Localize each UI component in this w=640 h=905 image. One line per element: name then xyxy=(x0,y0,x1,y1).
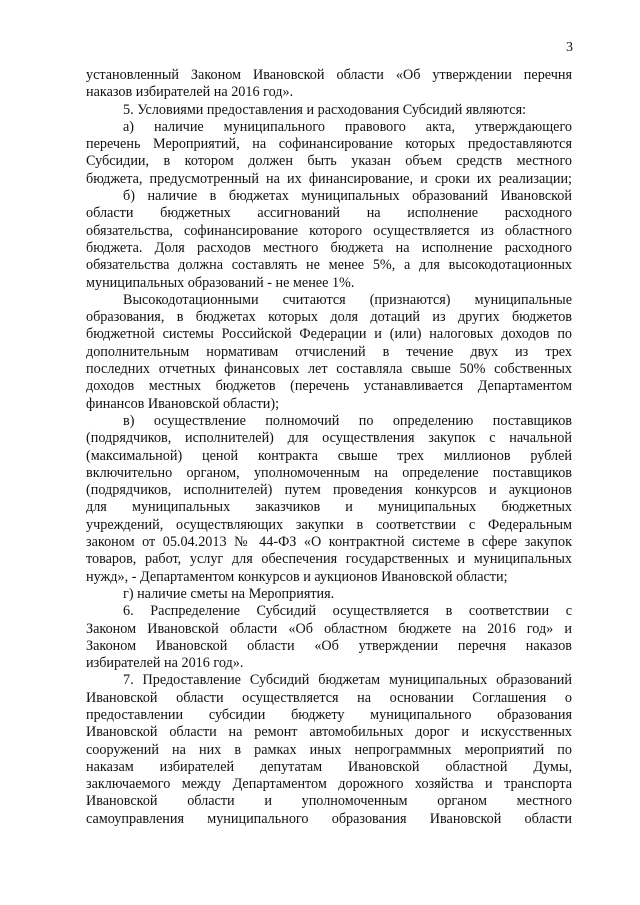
text-line: бюджета, предусмотренный на их финансирование, и сроки их реализации; xyxy=(86,170,572,187)
text-line: доходов местных бюджетов (перечень устанавливается Департаментом xyxy=(86,378,572,395)
text-line: для муниципальных заказчиков и муниципальных бюджетных xyxy=(86,499,572,516)
paragraph-item-5g xyxy=(86,586,572,603)
text-line: включительно органом, уполномоченным на определение поставщиков xyxy=(86,464,572,481)
text-line: установленный Законом Ивановской области «Об утверждении перечня xyxy=(86,67,572,83)
text-line: наказов избирателей на 2016 год». xyxy=(86,84,294,101)
text-line: перечень Мероприятий, на софинансирование которых предоставляются xyxy=(86,136,572,153)
text-line: обязательства, софинансирование которого осуществляется из областного xyxy=(86,222,572,239)
text-line: Высокодотационными считаются (признаются) муниципальные xyxy=(123,291,572,308)
text-line: (подрядчиков, исполнителей) путем проведения конкурсов и аукционов xyxy=(86,482,572,499)
paragraph-item-6 xyxy=(86,603,572,672)
text-line: муниципальных образований - не менее 1%. xyxy=(86,274,355,291)
paragraph-high-subsidy-definition xyxy=(86,292,572,413)
text-line: заключаемого между Департаментом дорожного хозяйства и транспорта xyxy=(86,776,572,793)
text-line: 6. Распределение Субсидий осуществляется в соответствии с xyxy=(123,603,572,620)
text-line: Ивановской области на ремонт автомобильных дорог и искусственных xyxy=(86,724,572,741)
text-line: Ивановской области и уполномоченным органом местного xyxy=(86,793,572,810)
text-line: последних отчетных финансовых лет составляла свыше 50% собственных xyxy=(86,361,572,378)
paragraph-item-5 xyxy=(86,102,572,119)
text-line: сооружений на них в рамках иных непрограммных мероприятий по xyxy=(86,741,572,758)
text-line: бюджетной системы Российской Федерации и (или) налоговых доходов по xyxy=(86,326,572,343)
text-line: г) наличие сметы на Мероприятия. xyxy=(123,585,335,602)
paragraph-item-5b xyxy=(86,188,572,292)
text-line: образования, в бюджетах которых доля дотаций из других бюджетов xyxy=(86,309,572,326)
text-line: Субсидии, в котором должен быть указан объем средств местного xyxy=(86,153,572,170)
text-line: наказам избирателей депутатам Ивановской областной Думы, xyxy=(86,758,572,775)
paragraph-item-5v xyxy=(86,413,572,586)
text-line: самоуправления муниципального образования Ивановской области xyxy=(86,810,572,827)
text-line: бюджета. Доля расходов местного бюджета на исполнение расходного xyxy=(86,239,572,256)
text-line: учреждений, осуществляющих закупки в соответствии с Федеральным xyxy=(86,516,572,533)
text-line: законом от 05.04.2013 № 44-ФЗ «О контрактной системе в сфере закупок xyxy=(86,534,572,551)
text-line: в) осуществление полномочий по определению поставщиков xyxy=(123,412,572,429)
text-line: 5. Условиями предоставления и расходования Субсидий являются: xyxy=(123,101,527,118)
text-line: (подрядчиков, исполнителей) для осуществления закупок с начальной xyxy=(86,430,572,447)
text-line: Законом Ивановской области «Об областном бюджете на 2016 год» и xyxy=(86,620,572,637)
paragraph-item-7 xyxy=(86,672,572,828)
text-line: финансов Ивановской области); xyxy=(86,395,280,412)
paragraph-continuation xyxy=(86,67,572,102)
text-line: предоставлении субсидии бюджету муниципального образования xyxy=(86,706,572,723)
text-line: Законом Ивановской области «Об утверждении перечня наказов xyxy=(86,637,572,654)
text-line: (максимальной) ценой контракта свыше трех миллионов рублей xyxy=(86,447,572,464)
text-line: Ивановской области осуществляется на основании Соглашения о xyxy=(86,689,572,706)
document-body xyxy=(86,67,572,828)
text-line: товаров, работ, услуг для обеспечения государственных и муниципальных xyxy=(86,551,572,568)
text-line: обязательства должна составлять не менее 5%, а для высокодотационных xyxy=(86,257,572,274)
page-number: 3 xyxy=(566,40,573,55)
text-line: 7. Предоставление Субсидий бюджетам муниципальных образований xyxy=(123,672,572,689)
text-line: области бюджетных ассигнований на исполнение расходного xyxy=(86,205,572,222)
text-line: а) наличие муниципального правового акта, утверждающего xyxy=(123,118,572,135)
text-line: избирателей на 2016 год». xyxy=(86,655,244,672)
text-line: нужд», - Департаментом конкурсов и аукционов Ивановской области; xyxy=(86,568,508,585)
text-line: дополнительным нормативам отчислений в течение двух из трех xyxy=(86,343,572,360)
paragraph-item-5a xyxy=(86,119,572,188)
text-line: б) наличие в бюджетах муниципальных образований Ивановской xyxy=(123,188,572,205)
